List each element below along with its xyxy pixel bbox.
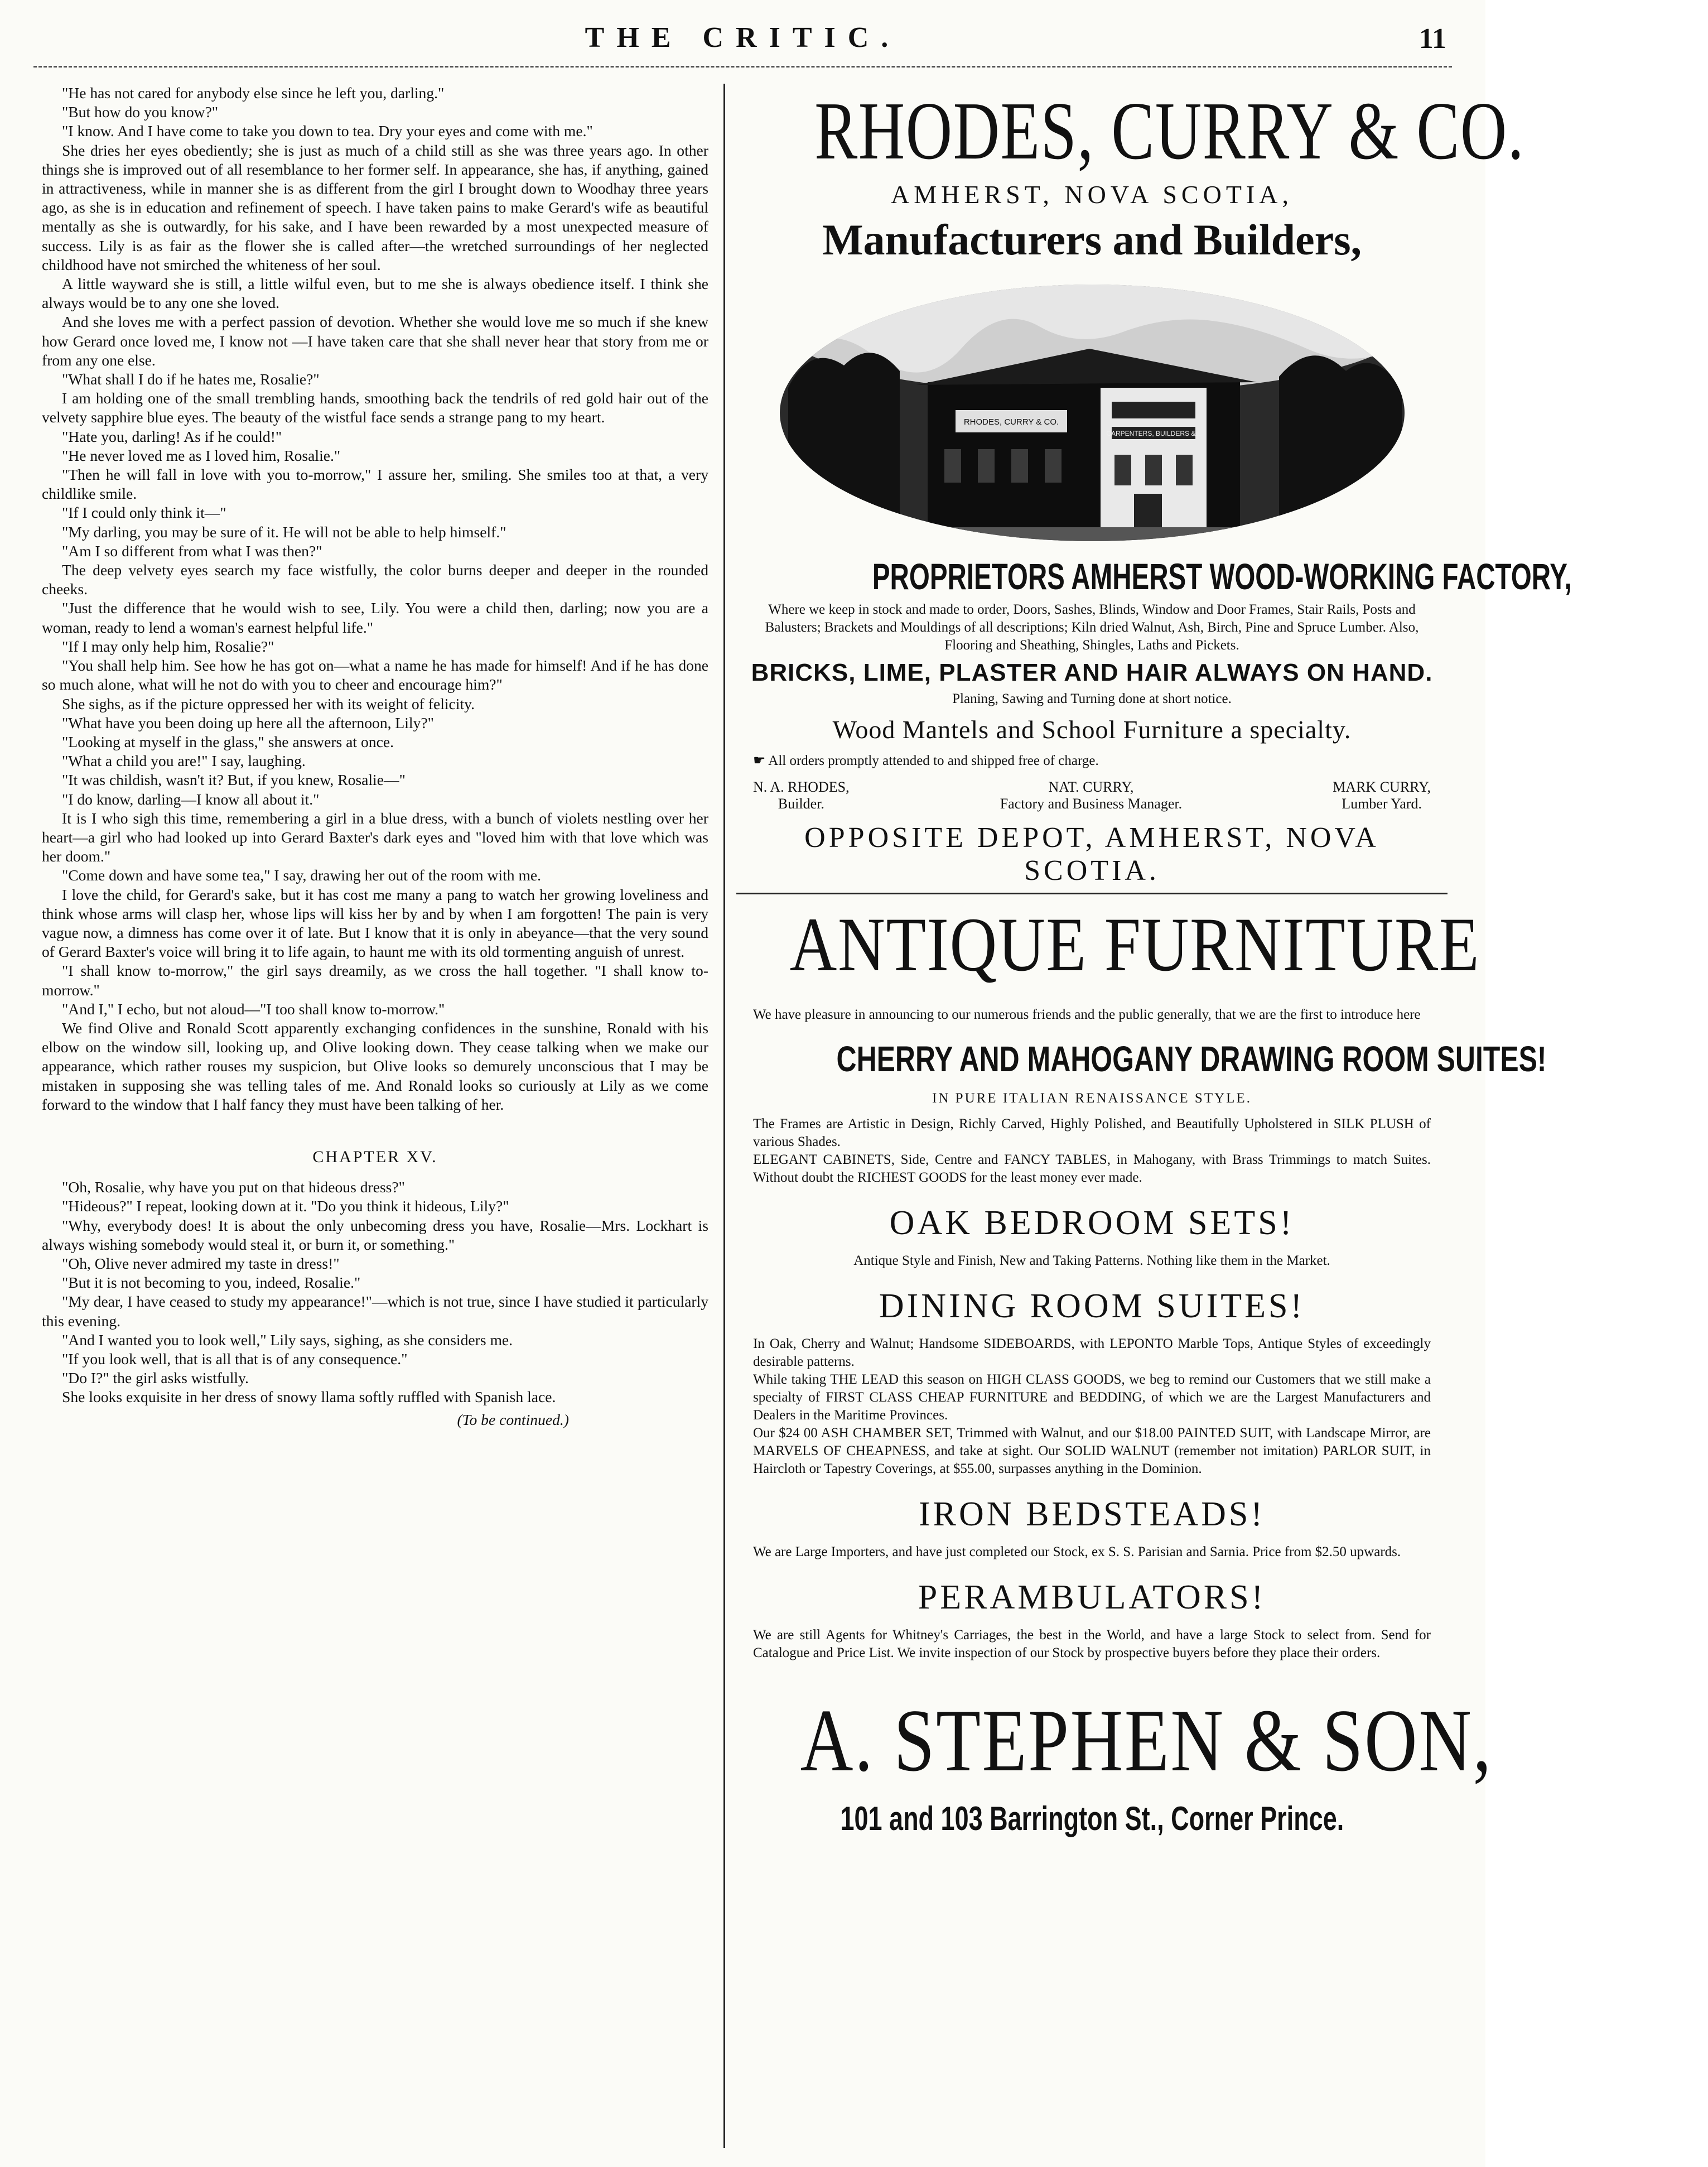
story-paragraph: "Oh, Olive never admired my taste in dress!" bbox=[62, 1254, 340, 1272]
proprietor-mark-curry bbox=[1333, 779, 1431, 812]
iron-bedsteads-text: We are Large Importers, and have just completed our Stock, ex S. S. Parisian and Sarnia. Price from $2.50 upwards. bbox=[753, 1544, 1401, 1559]
story-paragraph: I am holding one of the small trembling hands, smoothing back the tendrils of red gold hair out of the velvety sapphire blue eyes. The beauty of the wistful face sends a strange pang to my heart. bbox=[42, 389, 708, 426]
proprietor-list bbox=[753, 779, 1431, 812]
building-sign-upper: RHODES, CURRY & CO. bbox=[963, 417, 1059, 427]
story-text-part-1 bbox=[42, 84, 708, 1114]
ad-divider bbox=[736, 893, 1448, 894]
story-text-part-2 bbox=[42, 1178, 708, 1407]
story-paragraph: She dries her eyes obediently; she is just as much of a child still as she was three years ago. In other things she is improved out of all resemblance to her former self. In appearance, she has, if anything, gained in attractiveness, while in manner she is as different from the girl I brought down to Woodhay three years ago, as she is in education and refinement of speech. I have taken pains to make Gerard's wife as beautiful mentally as she is outwardly, for his sake, and I have been rewarded by a most unexpected measure of success. Lily is as fair as the flower she is called after—the wretched surroundings of her neglected childhood have not smirched the whiteness of her soul. bbox=[42, 141, 708, 273]
proprietors-heading: PROPRIETORS AMHERST WOOD-WORKING FACTORY, bbox=[872, 556, 1572, 597]
page-number: 11 bbox=[1418, 23, 1446, 55]
story-paragraph: "Come down and have some tea," I say, drawing her out of the room with me. bbox=[62, 866, 542, 884]
building-sign-lower: CARPENTERS, BUILDERS &c. bbox=[1106, 430, 1201, 437]
story-paragraph: "But how do you know?" bbox=[62, 103, 219, 121]
story-paragraph: A little wayward she is still, a little wilful even, but to me she is always obedience itself. I think she always would be to any one she loved. bbox=[42, 275, 708, 312]
stock-description: Where we keep in stock and made to order, Doors, Sashes, Blinds, Window and Door Frames, Stair Rails, Posts and Balusters; Brackets and Mouldings of all descriptions; Kiln dried Walnut, Ash, Birch, Pine and Spruce Lumber. Also, Flooring and Sheathing, Shingles, Laths and Pickets. bbox=[765, 602, 1419, 653]
story-paragraph: "Am I so different from what I was then?" bbox=[62, 542, 322, 560]
story-paragraph: "Why, everybody does! It is about the only unbecoming dress you have, Rosalie—Mrs. Lockhart is always wishing somebody would steal it, or burn it, or something." bbox=[42, 1216, 708, 1253]
ads-column bbox=[736, 84, 1572, 2148]
story-paragraph: "And I," I echo, but not aloud—"I too shall know to-morrow." bbox=[62, 1000, 445, 1018]
story-paragraph: "Hate you, darling! As if he could!" bbox=[62, 427, 282, 445]
chapter-heading: CHAPTER XV. bbox=[312, 1147, 438, 1166]
story-paragraph: "You shall help him. See how he has got on—what a name he has made for himself! And if he has done so much alone, what will he not do with you to cheer and encourage him?" bbox=[42, 657, 708, 694]
story-paragraph: "Do I?" the girl asks wistfully. bbox=[62, 1369, 249, 1387]
mantels-line: Wood Mantels and School Furniture a specialty. bbox=[832, 715, 1352, 744]
story-paragraph: "Oh, Rosalie, why have you put on that hideous dress?" bbox=[62, 1178, 405, 1196]
stephen-firm-name: A. STEPHEN & SON, bbox=[800, 1691, 1493, 1790]
story-paragraph: "If you look well, that is all that is of any consequence." bbox=[62, 1350, 408, 1367]
story-paragraph: And she loves me with a perfect passion of devotion. Whether she would love me so much if she knew how Gerard once loved me, I know not —I have taken care that she shall never hear that story from me or from any one else. bbox=[42, 313, 708, 369]
story-paragraph: "He has not cared for anybody else since he left you, darling." bbox=[62, 84, 445, 102]
story-paragraph: "What shall I do if he hates me, Rosalie?" bbox=[62, 370, 320, 388]
proprietor-rhodes bbox=[753, 779, 850, 812]
stephen-ad bbox=[736, 902, 1547, 1838]
story-paragraph: "My darling, you may be sure of it. He will not be able to help himself." bbox=[62, 523, 506, 541]
story-paragraph: "What a child you are!" I say, laughing. bbox=[62, 752, 306, 770]
story-paragraph: "My dear, I have ceased to study my appearance!"—which is not true, since I have studied it particularly this evening. bbox=[42, 1293, 708, 1330]
story-paragraph: "And I wanted you to look well," Lily says, sighing, as she considers me. bbox=[62, 1331, 513, 1349]
proprietor-role: Builder. bbox=[778, 796, 824, 812]
story-paragraph: "What have you been doing up here all the afternoon, Lily?" bbox=[62, 714, 434, 731]
story-paragraph: "He never loved me as I loved him, Rosalie." bbox=[62, 446, 341, 464]
renaissance-style-line: IN PURE ITALIAN RENAISSANCE STYLE. bbox=[932, 1091, 1252, 1106]
proprietor-name: NAT. CURRY, bbox=[1048, 779, 1134, 795]
story-paragraph: "I do know, darling—I know all about it." bbox=[62, 790, 320, 808]
rhodes-curry-ad bbox=[736, 85, 1572, 887]
antique-furniture-title: ANTIQUE FURNITURE bbox=[789, 902, 1480, 987]
story-paragraph: The deep velvety eyes search my face wistfully, the color burns deeper and deeper in the rounded cheeks. bbox=[42, 561, 708, 598]
story-paragraph: "If I may only help him, Rosalie?" bbox=[62, 637, 274, 655]
stephen-address: 101 and 103 Barrington St., Corner Prince. bbox=[840, 1800, 1344, 1837]
rhodes-tagline: Manufacturers and Builders, bbox=[822, 215, 1362, 264]
story-paragraph: It is I who sigh this time, remembering a girl in a blue dress, with a bunch of violets nestling over her heart—a girl who had looked up into Gerard Baxter's dark eyes and "loved him with that love which was her doom." bbox=[42, 809, 708, 865]
cherry-mahogany-heading: CHERRY AND MAHOGANY DRAWING ROOM SUITES! bbox=[836, 1039, 1547, 1079]
proprietor-role: Factory and Business Manager. bbox=[1000, 796, 1183, 812]
story-paragraph: "If I could only think it—" bbox=[62, 504, 226, 522]
story-paragraph: "Just the difference that he would wish to see, Lily. You were a child then, darling; now you are a woman, ready to lend a woman's earnest helpful life." bbox=[42, 599, 708, 636]
planing-line: Planing, Sawing and Turning done at short notice. bbox=[952, 691, 1232, 706]
orders-line: ☛ All orders promptly attended to and shipped free of charge. bbox=[753, 753, 1099, 768]
rhodes-location: AMHERST, NOVA SCOTIA, bbox=[891, 180, 1293, 209]
masthead bbox=[33, 21, 1452, 71]
iron-bedsteads-heading: IRON BEDSTEADS! bbox=[919, 1495, 1265, 1533]
opposite-depot-line: OPPOSITE DEPOT, AMHERST, NOVA SCOTIA. bbox=[804, 822, 1379, 887]
proprietor-name: N. A. RHODES, bbox=[753, 779, 850, 795]
story-paragraph: "I shall know to-morrow," the girl says dreamily, as we cross the hall together. "I shall know to-morrow." bbox=[42, 962, 708, 999]
proprietor-name: MARK CURRY, bbox=[1333, 779, 1431, 795]
story-paragraph: "It was childish, wasn't it? But, if you knew, Rosalie—" bbox=[62, 771, 406, 789]
oak-bedroom-text: Antique Style and Finish, New and Taking Patterns. Nothing like them in the Market. bbox=[853, 1253, 1330, 1268]
frames-text: The Frames are Artistic in Design, Richly Carved, Highly Polished, and Beautifully Upholstered in SILK PLUSH of various Shades. bbox=[753, 1116, 1431, 1149]
rhodes-firm-name: RHODES, CURRY & CO. bbox=[814, 85, 1525, 177]
to-be-continued: (To be continued.) bbox=[457, 1410, 569, 1428]
proprietor-role: Lumber Yard. bbox=[1342, 796, 1422, 812]
oak-bedroom-heading: OAK BEDROOM SETS! bbox=[889, 1204, 1295, 1242]
dining-room-text: In Oak, Cherry and Walnut; Handsome SIDEBOARDS, with LEPONTO Marble Tops, Antique Styles of exceedingly desirable patterns. bbox=[753, 1336, 1431, 1369]
perambulators-heading: PERAMBULATORS! bbox=[918, 1578, 1266, 1616]
factory-engraving bbox=[777, 282, 1407, 544]
story-paragraph: "But it is not becoming to you, indeed, Rosalie." bbox=[62, 1274, 361, 1292]
masthead-rule bbox=[33, 66, 1452, 68]
ash-chamber-text: Our $24 00 ASH CHAMBER SET, Trimmed with Walnut, and our $18.00 PAINTED SUIT, with Landscape Mirror, are MARVELS OF CHEAPNESS, and take at sight. Our SOLID WALNUT (remember not imitation) PARLOR SUIT, in Haircloth or Tapestry Coverings, at $55.00, surpasses anything in the Dominion. bbox=[753, 1426, 1431, 1476]
story-paragraph: "Looking at myself in the glass," she answers at once. bbox=[62, 733, 394, 750]
story-column bbox=[42, 84, 708, 2148]
story-paragraph: "Then he will fall in love with you to-morrow," I assure her, smiling. She smiles too at that, a very childlike smile. bbox=[42, 466, 708, 503]
the-lead-text: While taking THE LEAD this season on HIGH CLASS GOODS, we beg to remind our Customers that we still make a specialty of FIRST CLASS CHEAP FURNITURE and BEDDING, of which we are the Largest Manufacturers and Dealers in the Maritime Provinces. bbox=[753, 1372, 1431, 1423]
perambulators-text: We are still Agents for Whitney's Carriages, the best in the World, and have a large Stock to select from. Send for Catalogue and Price List. We invite inspection of our Stock by prospective buyers before they place their orders. bbox=[753, 1627, 1431, 1660]
proprietor-nat-curry bbox=[1000, 779, 1182, 812]
story-paragraph: We find Olive and Ronald Scott apparently exchanging confidences in the sunshine, Ronald with his elbow on the window sill, looking up, and Olive looking down. They cease talking when we make our appearance, which rather rouses my suspicion, but Olive looks so demurely unconscious that I may be mistaken in supposing she was telling tales of me. And Ronald looks so curiously at Lily as we come forward to the window that I half fancy they must have been talking of her. bbox=[42, 1019, 708, 1113]
story-paragraph: She sighs, as if the picture oppressed her with its weight of felicity. bbox=[62, 695, 475, 712]
story-paragraph: I love the child, for Gerard's sake, but it has cost me many a pang to watch her growing loveliness and think whose arms will clasp her, whose lips will kiss her by and by when I am forgotten! The pain is very vague now, a dimness has come over it of late. But I know that it is only in abeyance—that the very sound of Gerard Baxter's voice will bring it to life again, to haunt me with its old tormenting anguish of unrest. bbox=[42, 885, 708, 961]
antique-intro: We have pleasure in announcing to our numerous friends and the public generally, that we are the first to introduce here bbox=[753, 1007, 1421, 1022]
cabinets-text: ELEGANT CABINETS, Side, Centre and FANCY TABLES, in Mahogany, with Brass Trimmings to match Suites. Without doubt the RICHEST GOODS for the least money ever made. bbox=[753, 1152, 1431, 1185]
story-paragraph: She looks exquisite in her dress of snowy llama softly ruffled with Spanish lace. bbox=[62, 1388, 556, 1406]
publication-title: THE CRITIC. bbox=[585, 22, 901, 54]
dining-room-heading: DINING ROOM SUITES! bbox=[879, 1287, 1305, 1325]
column-rule bbox=[723, 84, 725, 2148]
story-paragraph: "I know. And I have come to take you down to tea. Dry your eyes and come with me." bbox=[62, 122, 593, 140]
bricks-line: BRICKS, LIME, PLASTER AND HAIR ALWAYS ON HAND. bbox=[751, 659, 1433, 686]
story-paragraph: "Hideous?" I repeat, looking down at it. "Do you think it hideous, Lily?" bbox=[62, 1197, 509, 1215]
